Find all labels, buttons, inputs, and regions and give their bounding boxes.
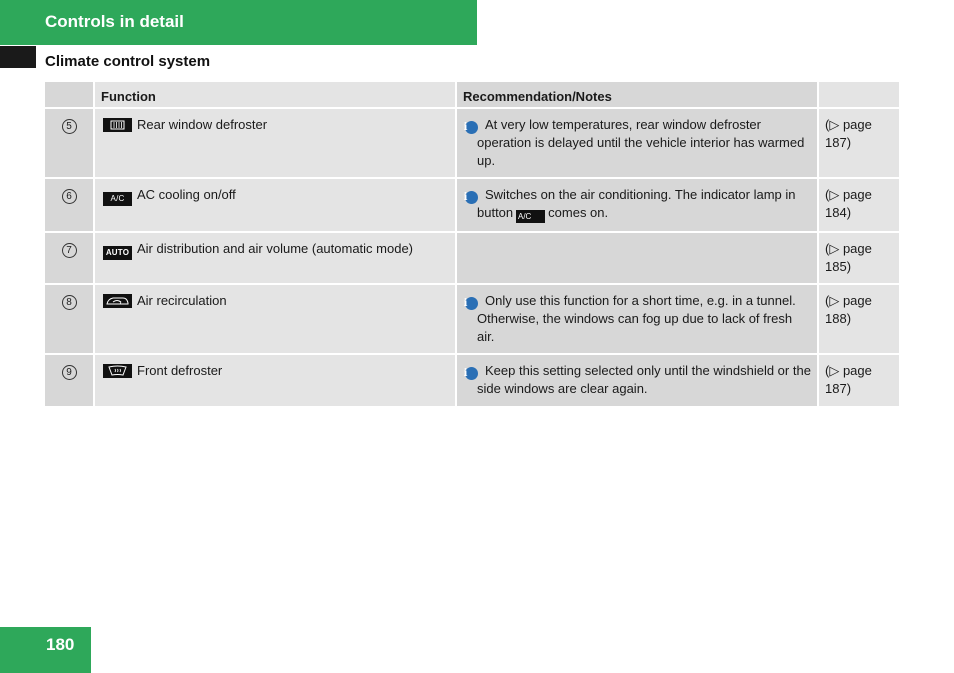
- function-label: Rear window defroster: [137, 117, 268, 132]
- rear-window-defroster-icon: [103, 118, 132, 132]
- note-cell: [456, 232, 818, 284]
- row-number-cell: [45, 354, 94, 407]
- note-cell: [456, 108, 818, 178]
- air-recirculation-icon: [103, 294, 132, 308]
- function-cell: [94, 284, 456, 354]
- info-icon: i: [465, 191, 478, 204]
- auto-button-icon: AUTO: [103, 246, 132, 260]
- function-label: Front defroster: [137, 363, 223, 378]
- row-number-cell: [45, 284, 94, 354]
- info-icon: i: [465, 367, 478, 380]
- header-ref-cell: [818, 82, 899, 108]
- header-notes: Recommendation/Notes: [456, 82, 818, 108]
- row-number-cell: [45, 232, 94, 284]
- ac-button-inline-icon: A/C: [516, 210, 545, 223]
- header-number-cell: [45, 82, 94, 108]
- page-reference[interactable]: (▷ page 187): [818, 354, 899, 407]
- table-row: [45, 108, 899, 178]
- table-row: [45, 178, 899, 232]
- page-number: 180: [46, 635, 75, 654]
- header-function: Function: [94, 82, 456, 108]
- function-label: AC cooling on/off: [137, 187, 236, 202]
- info-icon: i: [465, 121, 478, 134]
- page-reference[interactable]: (▷ page 187): [818, 108, 899, 178]
- row-number-cell: [45, 178, 94, 232]
- section-marker: [0, 46, 36, 68]
- note-cell: [456, 284, 818, 354]
- front-defroster-icon: [103, 364, 132, 378]
- info-icon: i: [465, 297, 478, 310]
- table-header-row: [45, 82, 899, 108]
- note-cell: [456, 354, 818, 407]
- row-number: 5: [62, 119, 77, 134]
- row-number: 9: [62, 365, 77, 380]
- page-reference[interactable]: (▷ page 184): [818, 178, 899, 232]
- row-number: 7: [62, 243, 77, 258]
- function-cell: [94, 354, 456, 407]
- table-row: [45, 354, 899, 407]
- page-reference[interactable]: (▷ page 188): [818, 284, 899, 354]
- page-header-title: Controls in detail: [45, 12, 184, 31]
- row-number-cell: [45, 108, 94, 178]
- note-text: Only use this function for a short time, e.g. in a tunnel. Otherwise, the windows can fog up due to lack of fresh air.: [477, 293, 796, 344]
- note-text: At very low temperatures, rear window defroster operation is delayed until the vehicle interior has warmed up.: [477, 117, 805, 168]
- table-row: [45, 284, 899, 354]
- function-label: Air distribution and air volume (automatic mode): [137, 241, 414, 256]
- function-cell: [94, 108, 456, 178]
- row-number: 8: [62, 295, 77, 310]
- ac-button-icon: A/C: [103, 192, 132, 206]
- climate-control-table: [45, 82, 899, 408]
- function-cell: [94, 232, 456, 284]
- note-cell: [456, 178, 818, 232]
- function-label: Air recirculation: [137, 293, 227, 308]
- row-number: 6: [62, 189, 77, 204]
- page-reference[interactable]: (▷ page 185): [818, 232, 899, 284]
- section-title: Climate control system: [45, 53, 211, 70]
- note-text-end: comes on.: [548, 205, 609, 220]
- note-text: Switches on the air conditioning. The indicator lamp in button: [477, 187, 796, 220]
- table-row: [45, 232, 899, 284]
- note-text: Keep this setting selected only until the windshield or the side windows are clear again.: [477, 363, 811, 396]
- function-cell: [94, 178, 456, 232]
